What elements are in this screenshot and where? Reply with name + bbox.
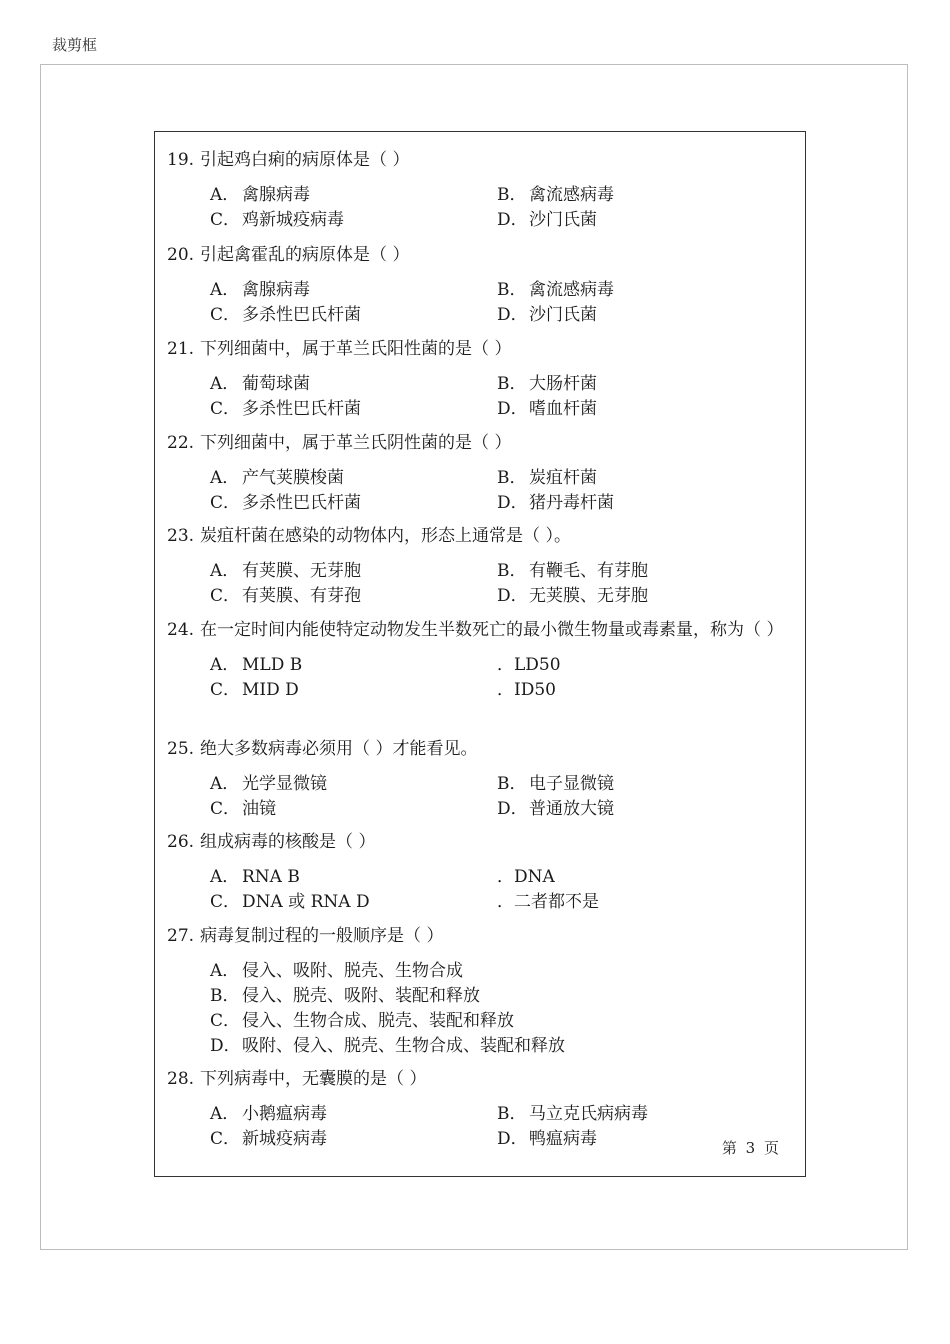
option-letter: A． bbox=[210, 655, 240, 675]
option-row bbox=[210, 397, 795, 422]
answer-option bbox=[497, 303, 597, 328]
option-letter: D． bbox=[497, 493, 528, 513]
option-text: 侵入、吸附、脱壳、生物合成 bbox=[242, 961, 463, 981]
question-text: 在一定时间内能使特定动物发生半数死亡的最小微生物量或毒素量，称为（ ） bbox=[200, 620, 784, 640]
option-text: 禽腺病毒 bbox=[242, 280, 310, 300]
option-letter: D． bbox=[497, 1129, 528, 1149]
option-text: 禽腺病毒 bbox=[242, 185, 310, 205]
question-stem bbox=[167, 924, 795, 949]
answer-option bbox=[497, 491, 614, 516]
option-list bbox=[210, 1102, 795, 1152]
answer-option bbox=[210, 584, 497, 609]
option-row bbox=[210, 278, 795, 303]
answer-option bbox=[497, 678, 556, 703]
question-number: 27. bbox=[167, 926, 195, 946]
option-list bbox=[210, 466, 795, 516]
option-letter: A． bbox=[210, 280, 240, 300]
option-text: 猪丹毒杆菌 bbox=[529, 493, 614, 513]
answer-option bbox=[497, 397, 597, 422]
option-letter: B． bbox=[497, 774, 527, 794]
answer-option bbox=[497, 772, 614, 797]
option-letter: D． bbox=[497, 399, 528, 419]
option-text: 侵入、脱壳、吸附、装配和释放 bbox=[242, 986, 480, 1006]
option-row bbox=[210, 984, 795, 1009]
option-list bbox=[210, 772, 795, 822]
option-text: 产气荚膜梭菌 bbox=[242, 468, 344, 488]
option-text: 光学显微镜 bbox=[242, 774, 327, 794]
option-letter: A． bbox=[210, 468, 240, 488]
question-stem bbox=[167, 337, 795, 362]
answer-option bbox=[497, 559, 648, 584]
question-26 bbox=[167, 830, 795, 915]
answer-option bbox=[497, 372, 597, 397]
answer-option bbox=[497, 890, 599, 915]
option-text: 多杀性巴氏杆菌 bbox=[242, 399, 361, 419]
question-text: 下列病毒中，无囊膜的是（ ） bbox=[200, 1069, 427, 1089]
question-text: 病毒复制过程的一般顺序是（ ） bbox=[200, 926, 444, 946]
page-number: 第 3 页 bbox=[721, 1139, 779, 1157]
option-text: LD50 bbox=[514, 655, 561, 675]
option-text: ID50 bbox=[514, 680, 556, 700]
option-text: RNA B bbox=[242, 867, 300, 887]
answer-option bbox=[210, 303, 497, 328]
option-letter: D． bbox=[210, 1036, 241, 1056]
option-text: 多杀性巴氏杆菌 bbox=[242, 305, 361, 325]
answer-option bbox=[210, 559, 497, 584]
option-text: 马立克氏病病毒 bbox=[529, 1104, 648, 1124]
question-text: 引起鸡白痢的病原体是（ ） bbox=[200, 150, 410, 170]
option-row bbox=[210, 491, 795, 516]
question-number: 28. bbox=[167, 1069, 195, 1089]
option-row bbox=[210, 959, 795, 984]
option-text: 禽流感病毒 bbox=[529, 280, 614, 300]
question-text: 炭疽杆菌在感染的动物体内，形态上通常是（ ）。 bbox=[200, 526, 571, 546]
option-list bbox=[210, 959, 795, 1059]
option-letter: A． bbox=[210, 185, 240, 205]
answer-option bbox=[497, 797, 614, 822]
answer-option bbox=[210, 984, 480, 1009]
option-row bbox=[210, 1127, 795, 1152]
option-letter: B． bbox=[210, 986, 240, 1006]
option-letter: ． bbox=[497, 655, 514, 675]
option-text: 鸡新城疫病毒 bbox=[242, 210, 344, 230]
answer-option bbox=[210, 653, 497, 678]
question-number: 26. bbox=[167, 832, 195, 852]
option-letter: C． bbox=[210, 799, 241, 819]
answer-option bbox=[497, 1102, 648, 1127]
option-text: MLD B bbox=[242, 655, 303, 675]
option-text: 多杀性巴氏杆菌 bbox=[242, 493, 361, 513]
option-text: 无荚膜、无芽胞 bbox=[529, 586, 648, 606]
option-text: 沙门氏菌 bbox=[529, 305, 597, 325]
question-stem bbox=[167, 1067, 795, 1092]
question-27 bbox=[167, 924, 795, 1059]
option-text: 普通放大镜 bbox=[529, 799, 614, 819]
question-text: 组成病毒的核酸是（ ） bbox=[200, 832, 376, 852]
question-19 bbox=[167, 148, 795, 233]
option-row bbox=[210, 1009, 795, 1034]
question-number: 20. bbox=[167, 245, 195, 265]
question-text: 绝大多数病毒必须用（ ）才能看见。 bbox=[200, 739, 478, 759]
answer-option bbox=[210, 772, 497, 797]
question-text: 引起禽霍乱的病原体是（ ） bbox=[200, 245, 410, 265]
option-letter: D． bbox=[497, 305, 528, 325]
answer-option bbox=[210, 678, 497, 703]
answer-option bbox=[497, 653, 561, 678]
question-number: 21. bbox=[167, 339, 195, 359]
option-letter: C． bbox=[210, 399, 241, 419]
option-row bbox=[210, 208, 795, 233]
answer-option bbox=[497, 865, 555, 890]
option-text: 小鹅瘟病毒 bbox=[242, 1104, 327, 1124]
option-letter: A． bbox=[210, 374, 240, 394]
question-stem bbox=[167, 830, 795, 855]
question-stem bbox=[167, 243, 795, 268]
question-number: 22. bbox=[167, 433, 195, 453]
option-letter: C． bbox=[210, 493, 241, 513]
option-text: DNA 或 RNA D bbox=[242, 892, 370, 912]
option-text: 嗜血杆菌 bbox=[529, 399, 597, 419]
option-list bbox=[210, 865, 795, 915]
option-text: 新城疫病毒 bbox=[242, 1129, 327, 1149]
option-letter: B． bbox=[497, 185, 527, 205]
option-text: 禽流感病毒 bbox=[529, 185, 614, 205]
answer-option bbox=[210, 865, 497, 890]
option-row bbox=[210, 653, 795, 678]
question-20 bbox=[167, 243, 795, 328]
option-letter: C． bbox=[210, 680, 241, 700]
question-text: 下列细菌中，属于革兰氏阴性菌的是（ ） bbox=[200, 433, 512, 453]
option-letter: B． bbox=[497, 468, 527, 488]
option-text: 大肠杆菌 bbox=[529, 374, 597, 394]
option-letter: B． bbox=[497, 1104, 527, 1124]
answer-option bbox=[497, 1127, 597, 1152]
exam-page bbox=[154, 131, 806, 1177]
option-row bbox=[210, 1102, 795, 1127]
option-letter: A． bbox=[210, 961, 240, 981]
question-number: 19. bbox=[167, 150, 195, 170]
option-row bbox=[210, 372, 795, 397]
option-row bbox=[210, 466, 795, 491]
answer-option bbox=[210, 1127, 497, 1152]
option-row bbox=[210, 890, 795, 915]
option-row bbox=[210, 865, 795, 890]
question-28 bbox=[167, 1067, 795, 1152]
answer-option bbox=[210, 397, 497, 422]
option-list bbox=[210, 372, 795, 422]
option-list bbox=[210, 559, 795, 609]
answer-option bbox=[497, 183, 614, 208]
question-stem bbox=[167, 618, 795, 643]
option-list bbox=[210, 183, 795, 233]
option-letter: A． bbox=[210, 561, 240, 581]
answer-option bbox=[497, 584, 648, 609]
option-row bbox=[210, 559, 795, 584]
option-text: 油镜 bbox=[242, 799, 276, 819]
option-letter: B． bbox=[497, 561, 527, 581]
answer-option bbox=[497, 466, 597, 491]
option-text: 二者都不是 bbox=[514, 892, 599, 912]
answer-option bbox=[210, 183, 497, 208]
option-letter: A． bbox=[210, 1104, 240, 1124]
answer-option bbox=[210, 1009, 514, 1034]
answer-option bbox=[210, 466, 497, 491]
question-stem bbox=[167, 431, 795, 456]
option-text: 有鞭毛、有芽胞 bbox=[529, 561, 648, 581]
option-row bbox=[210, 772, 795, 797]
option-list bbox=[210, 278, 795, 328]
option-letter: B． bbox=[497, 374, 527, 394]
question-25 bbox=[167, 737, 795, 822]
question-text: 下列细菌中，属于革兰氏阳性菌的是（ ） bbox=[200, 339, 512, 359]
option-row bbox=[210, 678, 795, 703]
question-number: 25. bbox=[167, 739, 195, 759]
question-stem bbox=[167, 524, 795, 549]
answer-option bbox=[210, 1102, 497, 1127]
option-letter: C． bbox=[210, 586, 241, 606]
option-letter: ． bbox=[497, 892, 514, 912]
option-list bbox=[210, 653, 795, 703]
option-row bbox=[210, 183, 795, 208]
option-text: MID D bbox=[242, 680, 299, 700]
question-number: 23. bbox=[167, 526, 195, 546]
option-letter: C． bbox=[210, 1129, 241, 1149]
option-text: 沙门氏菌 bbox=[529, 210, 597, 230]
answer-option bbox=[210, 1034, 565, 1059]
answer-option bbox=[210, 491, 497, 516]
answer-option bbox=[210, 208, 497, 233]
answer-option bbox=[497, 278, 614, 303]
option-letter: C． bbox=[210, 1011, 241, 1031]
option-letter: A． bbox=[210, 867, 240, 887]
answer-option bbox=[497, 208, 597, 233]
option-letter: D． bbox=[497, 210, 528, 230]
question-21 bbox=[167, 337, 795, 422]
crop-frame-label: 裁剪框 bbox=[52, 36, 98, 54]
option-text: 炭疽杆菌 bbox=[529, 468, 597, 488]
option-row bbox=[210, 797, 795, 822]
question-number: 24. bbox=[167, 620, 195, 640]
answer-option bbox=[210, 959, 463, 984]
option-letter: ． bbox=[497, 680, 514, 700]
option-text: 侵入、生物合成、脱壳、装配和释放 bbox=[242, 1011, 514, 1031]
answer-option bbox=[210, 890, 497, 915]
option-row bbox=[210, 303, 795, 328]
option-letter: ． bbox=[497, 867, 514, 887]
option-letter: D． bbox=[497, 586, 528, 606]
question-24 bbox=[167, 618, 795, 703]
option-text: 有荚膜、有芽孢 bbox=[242, 586, 361, 606]
option-text: 有荚膜、无芽胞 bbox=[242, 561, 361, 581]
option-letter: C． bbox=[210, 892, 241, 912]
option-letter: B． bbox=[497, 280, 527, 300]
option-row bbox=[210, 1034, 795, 1059]
option-text: 鸭瘟病毒 bbox=[529, 1129, 597, 1149]
option-letter: C． bbox=[210, 210, 241, 230]
option-letter: C． bbox=[210, 305, 241, 325]
question-22 bbox=[167, 431, 795, 516]
answer-option bbox=[210, 372, 497, 397]
question-stem bbox=[167, 737, 795, 762]
option-text: 葡萄球菌 bbox=[242, 374, 310, 394]
option-row bbox=[210, 584, 795, 609]
question-23 bbox=[167, 524, 795, 609]
answer-option bbox=[210, 278, 497, 303]
question-stem bbox=[167, 148, 795, 173]
option-text: 吸附、侵入、脱壳、生物合成、装配和释放 bbox=[242, 1036, 565, 1056]
answer-option bbox=[210, 797, 497, 822]
option-letter: A． bbox=[210, 774, 240, 794]
option-text: DNA bbox=[514, 867, 555, 887]
option-text: 电子显微镜 bbox=[529, 774, 614, 794]
option-letter: D． bbox=[497, 799, 528, 819]
